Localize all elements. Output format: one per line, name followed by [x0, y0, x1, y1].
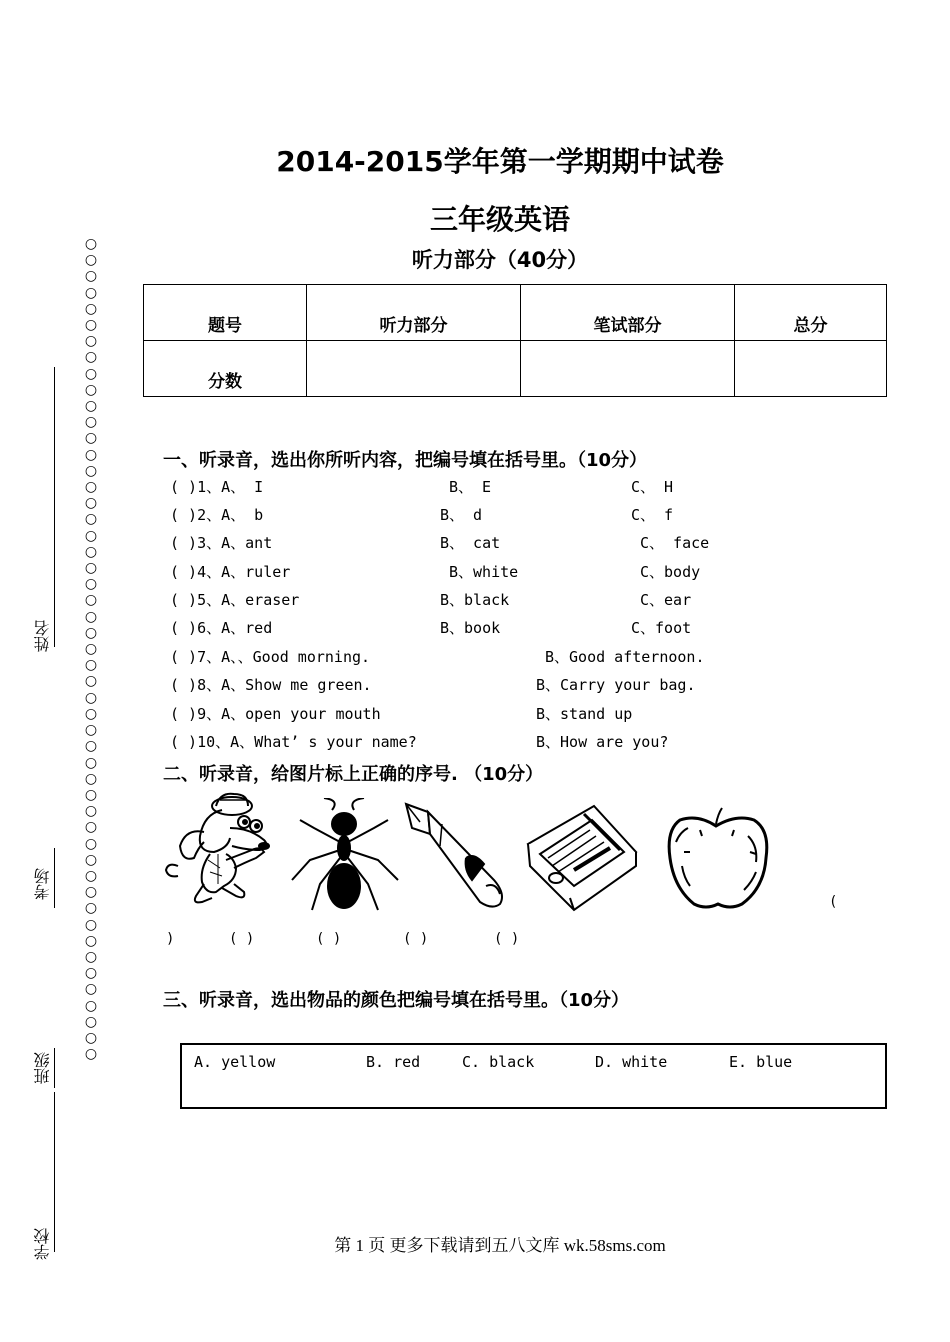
q8-a: ( )8、A、Show me green. — [170, 676, 372, 694]
q6-a: ( )6、A、red — [170, 619, 273, 637]
class-label: 班级 — [33, 1052, 52, 1084]
color-options-box — [180, 1043, 887, 1109]
q8-b: B、Carry your bag. — [536, 676, 696, 694]
score-cell: 听力部分 — [307, 285, 521, 341]
q2-b: B、 d — [440, 506, 483, 524]
q7-b: B、Good afternoon. — [545, 648, 705, 666]
section3-title: 三、听录音，选出物品的颜色把编号填在括号里。（10分） — [163, 990, 630, 1011]
q7-a: ( )7、A、、Good morning. — [170, 648, 371, 666]
page-footer: 第 1 页 更多下载请到五八文库 wk.58sms.com — [334, 1236, 666, 1255]
q4-b: B、white — [449, 563, 519, 581]
score-cell: 笔试部分 — [521, 285, 735, 341]
q3-c: C、 face — [640, 534, 710, 552]
binding-circles: ○ ○ ○ ○ ○ ○ ○ ○ ○ ○ ○ ○ ○ ○ ○ ○ ○ ○ ○ ○ ○ ○ ○ ○ ○ ○ ○ ○ ○ ○ ○ ○ ○ ○ ○ ○ ○ ○ ○ ○ ○ ○ ○ ○ ○ ○ ○ ○ ○ ○ ○ — [84, 236, 98, 1063]
school-label: 学校 — [33, 1228, 52, 1260]
room-label: 考场 — [33, 868, 52, 900]
q5-b: B、black — [440, 591, 510, 609]
q6-b: B、book — [440, 619, 501, 637]
color-option-e: E. blue — [729, 1053, 793, 1071]
section1-title: 一、听录音，选出你所听内容，把编号填在括号里。（10分） — [163, 450, 648, 471]
part-title: 听力部分（40分） — [411, 248, 589, 272]
score-table-value-row — [144, 341, 887, 397]
q5-c: C、ear — [640, 591, 692, 609]
q9-b: B、stand up — [536, 705, 633, 723]
q5-a: ( )5、A、eraser — [170, 591, 300, 609]
paren-3[interactable]: ( ) — [403, 931, 429, 947]
paren-0: ) — [166, 931, 175, 947]
pencil-case-picture — [524, 800, 640, 912]
q2-c: C、 f — [631, 506, 674, 524]
q4-c: C、body — [640, 563, 701, 581]
score-input-cell[interactable] — [735, 341, 887, 397]
name-label: 姓名 — [33, 620, 52, 652]
paren-2[interactable]: ( ) — [316, 931, 342, 947]
exam-subtitle: 三年级英语 — [429, 203, 570, 236]
class-line — [54, 1048, 55, 1088]
color-option-d: D. white — [595, 1053, 668, 1071]
paren-1[interactable]: ( ) — [229, 931, 255, 947]
q1-a: ( )1、A、 I — [170, 478, 264, 496]
name-line — [54, 367, 55, 647]
section2-title: 二、听录音，给图片标上正确的序号. （10分） — [163, 764, 544, 785]
q10-a: ( )10、A、What’ s your name? — [170, 733, 417, 751]
paren-4[interactable]: ( ) — [494, 931, 520, 947]
color-option-c: C. black — [462, 1053, 535, 1071]
q6-c: C、foot — [631, 619, 692, 637]
q9-a: ( )9、A、open your mouth — [170, 705, 381, 723]
color-option-a: A. yellow — [194, 1053, 276, 1071]
room-line — [54, 848, 55, 908]
q1-b: B、 E — [449, 478, 492, 496]
score-table — [143, 284, 887, 397]
ant-picture — [290, 798, 402, 914]
score-input-cell[interactable] — [521, 341, 735, 397]
color-option-b: B. red — [366, 1053, 421, 1071]
score-cell: 总分 — [735, 285, 887, 341]
q3-b: B、 cat — [440, 534, 501, 552]
paren-right: ( — [829, 894, 838, 910]
exam-title: 2014-2015学年第一学期期中试卷 — [276, 145, 724, 178]
score-table-header-row — [144, 285, 887, 341]
dog-picture — [160, 788, 280, 906]
pen-picture — [402, 800, 512, 912]
school-line — [54, 1092, 55, 1252]
q1-c: C、 H — [631, 478, 674, 496]
q4-a: ( )4、A、ruler — [170, 563, 291, 581]
q3-a: ( )3、A、ant — [170, 534, 273, 552]
score-cell: 题号 — [144, 285, 307, 341]
score-cell: 分数 — [144, 341, 307, 397]
q2-a: ( )2、A、 b — [170, 506, 264, 524]
score-input-cell[interactable] — [307, 341, 521, 397]
apple-picture — [664, 806, 774, 912]
q10-b: B、How are you? — [536, 733, 669, 751]
